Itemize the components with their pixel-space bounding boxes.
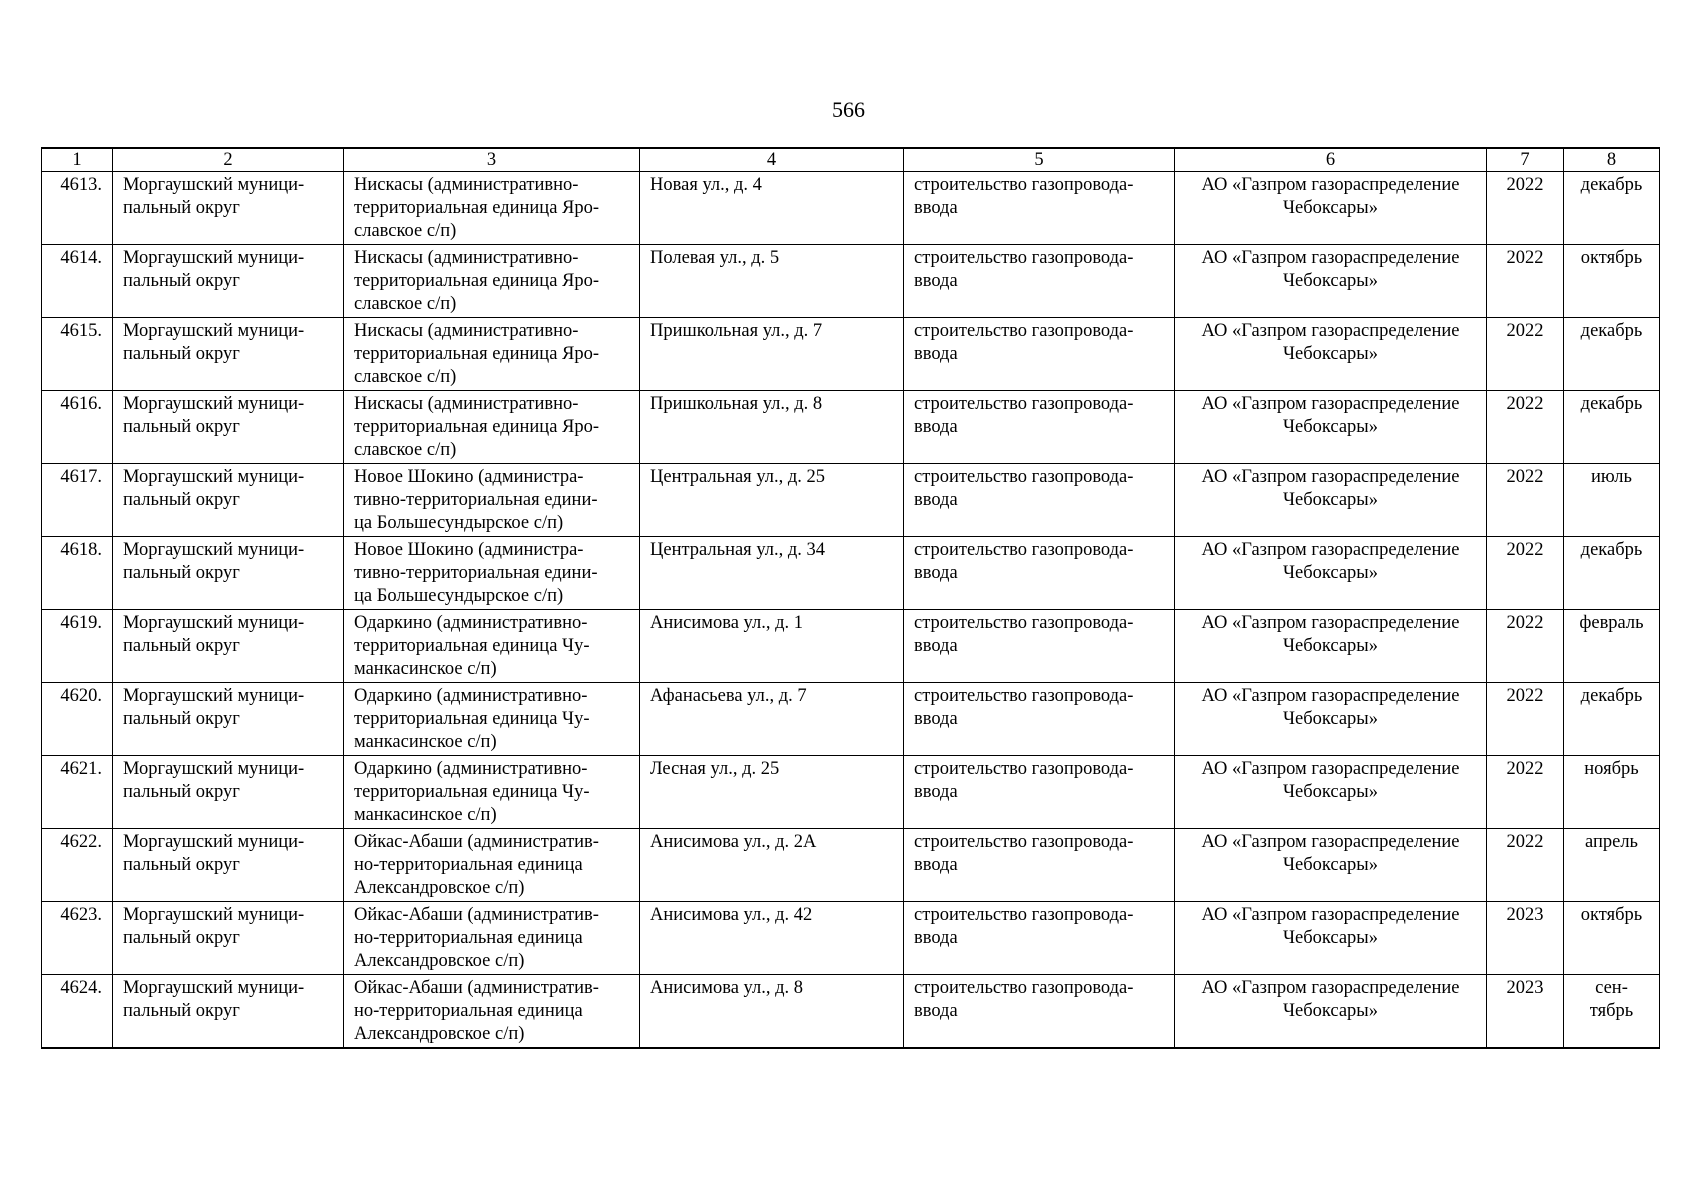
settlement-cell: Нискасы (административно- территориальная единица Яро- славское с/п) xyxy=(344,318,640,391)
row-number: 4621. xyxy=(42,756,113,829)
district-cell: Моргаушский муници- пальный округ xyxy=(113,245,344,318)
work-type-cell: строительство газопровода- ввода xyxy=(904,683,1175,756)
settlement-cell: Ойкас-Абаши (административ- но-территориальная единица Александровское с/п) xyxy=(344,829,640,902)
table-row xyxy=(42,391,1660,464)
column-header: 3 xyxy=(344,148,640,172)
address-cell: Пришкольная ул., д. 8 xyxy=(640,391,904,464)
organization-cell: АО «Газпром газораспределение Чебоксары» xyxy=(1175,683,1487,756)
address-cell: Пришкольная ул., д. 7 xyxy=(640,318,904,391)
column-header: 6 xyxy=(1175,148,1487,172)
table-row xyxy=(42,610,1660,683)
column-header: 4 xyxy=(640,148,904,172)
address-cell: Центральная ул., д. 25 xyxy=(640,464,904,537)
column-header: 8 xyxy=(1564,148,1660,172)
work-type-cell: строительство газопровода- ввода xyxy=(904,829,1175,902)
work-type-cell: строительство газопровода- ввода xyxy=(904,610,1175,683)
organization-cell: АО «Газпром газораспределение Чебоксары» xyxy=(1175,318,1487,391)
year-cell: 2022 xyxy=(1487,610,1564,683)
work-type-cell: строительство газопровода- ввода xyxy=(904,464,1175,537)
month-cell: ноябрь xyxy=(1564,756,1660,829)
settlement-cell: Новое Шокино (администра- тивно-территориальная едини- ца Большесундырское с/п) xyxy=(344,464,640,537)
organization-cell: АО «Газпром газораспределение Чебоксары» xyxy=(1175,975,1487,1049)
year-cell: 2022 xyxy=(1487,829,1564,902)
month-cell: декабрь xyxy=(1564,318,1660,391)
work-type-cell: строительство газопровода- ввода xyxy=(904,172,1175,245)
table-row xyxy=(42,683,1660,756)
settlement-cell: Одаркино (административно- территориальная единица Чу- манкасинское с/п) xyxy=(344,683,640,756)
settlement-cell: Одаркино (административно- территориальная единица Чу- манкасинское с/п) xyxy=(344,610,640,683)
organization-cell: АО «Газпром газораспределение Чебоксары» xyxy=(1175,391,1487,464)
address-cell: Центральная ул., д. 34 xyxy=(640,537,904,610)
table-row xyxy=(42,756,1660,829)
row-number: 4613. xyxy=(42,172,113,245)
gasification-table xyxy=(41,147,1660,1049)
column-header: 7 xyxy=(1487,148,1564,172)
month-cell: декабрь xyxy=(1564,683,1660,756)
year-cell: 2022 xyxy=(1487,537,1564,610)
month-cell: октябрь xyxy=(1564,902,1660,975)
work-type-cell: строительство газопровода- ввода xyxy=(904,975,1175,1049)
district-cell: Моргаушский муници- пальный округ xyxy=(113,537,344,610)
table-row xyxy=(42,245,1660,318)
district-cell: Моргаушский муници- пальный округ xyxy=(113,829,344,902)
header-row xyxy=(42,148,1660,172)
month-cell: декабрь xyxy=(1564,172,1660,245)
address-cell: Анисимова ул., д. 8 xyxy=(640,975,904,1049)
page-number: 566 xyxy=(832,97,865,122)
address-cell: Анисимова ул., д. 1 xyxy=(640,610,904,683)
row-number: 4619. xyxy=(42,610,113,683)
address-cell: Полевая ул., д. 5 xyxy=(640,245,904,318)
month-cell: апрель xyxy=(1564,829,1660,902)
organization-cell: АО «Газпром газораспределение Чебоксары» xyxy=(1175,902,1487,975)
organization-cell: АО «Газпром газораспределение Чебоксары» xyxy=(1175,610,1487,683)
year-cell: 2022 xyxy=(1487,756,1564,829)
organization-cell: АО «Газпром газораспределение Чебоксары» xyxy=(1175,537,1487,610)
organization-cell: АО «Газпром газораспределение Чебоксары» xyxy=(1175,245,1487,318)
table-row xyxy=(42,464,1660,537)
work-type-cell: строительство газопровода- ввода xyxy=(904,391,1175,464)
row-number: 4615. xyxy=(42,318,113,391)
district-cell: Моргаушский муници- пальный округ xyxy=(113,610,344,683)
month-cell: июль xyxy=(1564,464,1660,537)
settlement-cell: Нискасы (административно- территориальная единица Яро- славское с/п) xyxy=(344,172,640,245)
settlement-cell: Ойкас-Абаши (административ- но-территориальная единица Александровское с/п) xyxy=(344,902,640,975)
row-number: 4616. xyxy=(42,391,113,464)
organization-cell: АО «Газпром газораспределение Чебоксары» xyxy=(1175,756,1487,829)
table-row xyxy=(42,318,1660,391)
month-cell: сен- тябрь xyxy=(1564,975,1660,1049)
address-cell: Лесная ул., д. 25 xyxy=(640,756,904,829)
work-type-cell: строительство газопровода- ввода xyxy=(904,245,1175,318)
year-cell: 2022 xyxy=(1487,245,1564,318)
year-cell: 2023 xyxy=(1487,975,1564,1049)
table-row xyxy=(42,537,1660,610)
settlement-cell: Новое Шокино (администра- тивно-территориальная едини- ца Большесундырское с/п) xyxy=(344,537,640,610)
district-cell: Моргаушский муници- пальный округ xyxy=(113,902,344,975)
year-cell: 2022 xyxy=(1487,318,1564,391)
year-cell: 2022 xyxy=(1487,172,1564,245)
month-cell: октябрь xyxy=(1564,245,1660,318)
district-cell: Моргаушский муници- пальный округ xyxy=(113,975,344,1049)
organization-cell: АО «Газпром газораспределение Чебоксары» xyxy=(1175,464,1487,537)
column-header: 1 xyxy=(42,148,113,172)
work-type-cell: строительство газопровода- ввода xyxy=(904,318,1175,391)
address-cell: Афанасьева ул., д. 7 xyxy=(640,683,904,756)
work-type-cell: строительство газопровода- ввода xyxy=(904,756,1175,829)
district-cell: Моргаушский муници- пальный округ xyxy=(113,464,344,537)
row-number: 4618. xyxy=(42,537,113,610)
organization-cell: АО «Газпром газораспределение Чебоксары» xyxy=(1175,172,1487,245)
address-cell: Новая ул., д. 4 xyxy=(640,172,904,245)
month-cell: декабрь xyxy=(1564,537,1660,610)
table-body xyxy=(42,148,1660,1048)
work-type-cell: строительство газопровода- ввода xyxy=(904,902,1175,975)
table-row xyxy=(42,975,1660,1049)
row-number: 4620. xyxy=(42,683,113,756)
column-header: 2 xyxy=(113,148,344,172)
table-row xyxy=(42,829,1660,902)
year-cell: 2022 xyxy=(1487,683,1564,756)
year-cell: 2022 xyxy=(1487,464,1564,537)
settlement-cell: Нискасы (административно- территориальная единица Яро- славское с/п) xyxy=(344,391,640,464)
district-cell: Моргаушский муници- пальный округ xyxy=(113,391,344,464)
month-cell: декабрь xyxy=(1564,391,1660,464)
row-number: 4624. xyxy=(42,975,113,1049)
district-cell: Моргаушский муници- пальный округ xyxy=(113,683,344,756)
row-number: 4617. xyxy=(42,464,113,537)
settlement-cell: Одаркино (административно- территориальная единица Чу- манкасинское с/п) xyxy=(344,756,640,829)
address-cell: Анисимова ул., д. 42 xyxy=(640,902,904,975)
column-header: 5 xyxy=(904,148,1175,172)
district-cell: Моргаушский муници- пальный округ xyxy=(113,318,344,391)
month-cell: февраль xyxy=(1564,610,1660,683)
row-number: 4623. xyxy=(42,902,113,975)
row-number: 4614. xyxy=(42,245,113,318)
settlement-cell: Нискасы (административно- территориальная единица Яро- славское с/п) xyxy=(344,245,640,318)
year-cell: 2023 xyxy=(1487,902,1564,975)
settlement-cell: Ойкас-Абаши (административ- но-территориальная единица Александровское с/п) xyxy=(344,975,640,1049)
district-cell: Моргаушский муници- пальный округ xyxy=(113,172,344,245)
row-number: 4622. xyxy=(42,829,113,902)
work-type-cell: строительство газопровода- ввода xyxy=(904,537,1175,610)
district-cell: Моргаушский муници- пальный округ xyxy=(113,756,344,829)
address-cell: Анисимова ул., д. 2А xyxy=(640,829,904,902)
table-row xyxy=(42,172,1660,245)
table-row xyxy=(42,902,1660,975)
organization-cell: АО «Газпром газораспределение Чебоксары» xyxy=(1175,829,1487,902)
year-cell: 2022 xyxy=(1487,391,1564,464)
